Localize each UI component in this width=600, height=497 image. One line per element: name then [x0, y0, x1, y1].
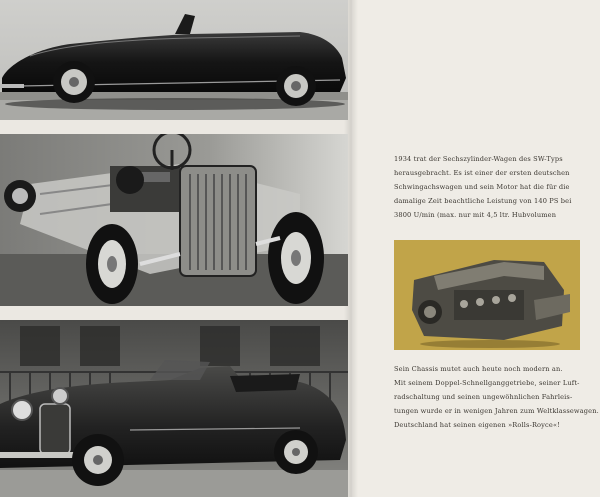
caption-bottom-line: Mit seinem Doppel-Schnellganggetriebe, seiner Luft-: [394, 379, 580, 387]
caption-bottom-line: radschaltung und seinen ungewöhnlichen Fahrleis-: [394, 393, 573, 401]
caption-top: [394, 152, 584, 222]
caption-bottom: [394, 362, 599, 432]
caption-bottom-line: tungen wurde er in wenigen Jahren zum Weltklassewagen.: [394, 407, 599, 415]
caption-bottom-line: Sein Chassis mutet auch heute noch modern an.: [394, 365, 563, 373]
caption-top-line: damalige Zeit beachtliche Leistung von 140 PS bei: [394, 197, 572, 205]
photo-convertible-side-view: [0, 0, 348, 120]
caption-bottom-line: Deutschland hat seinen eigenen »Rolls-Royce«!: [394, 421, 560, 429]
photo-convertible-street: [0, 320, 348, 497]
caption-top-line: herausgebracht. Es ist einer der ersten deutschen: [394, 169, 570, 177]
photo-engine: [394, 240, 580, 350]
caption-top-line: 3800 U/min (max. nur mit 4,5 ltr. Hubvolumen: [394, 211, 557, 219]
caption-top-line: 1934 trat der Sechszylinder-Wagen des SW-Typs: [394, 155, 563, 163]
photo-chassis: [0, 134, 348, 306]
caption-top-line: Schwingachswagen und sein Motor hat die für die: [394, 183, 570, 191]
